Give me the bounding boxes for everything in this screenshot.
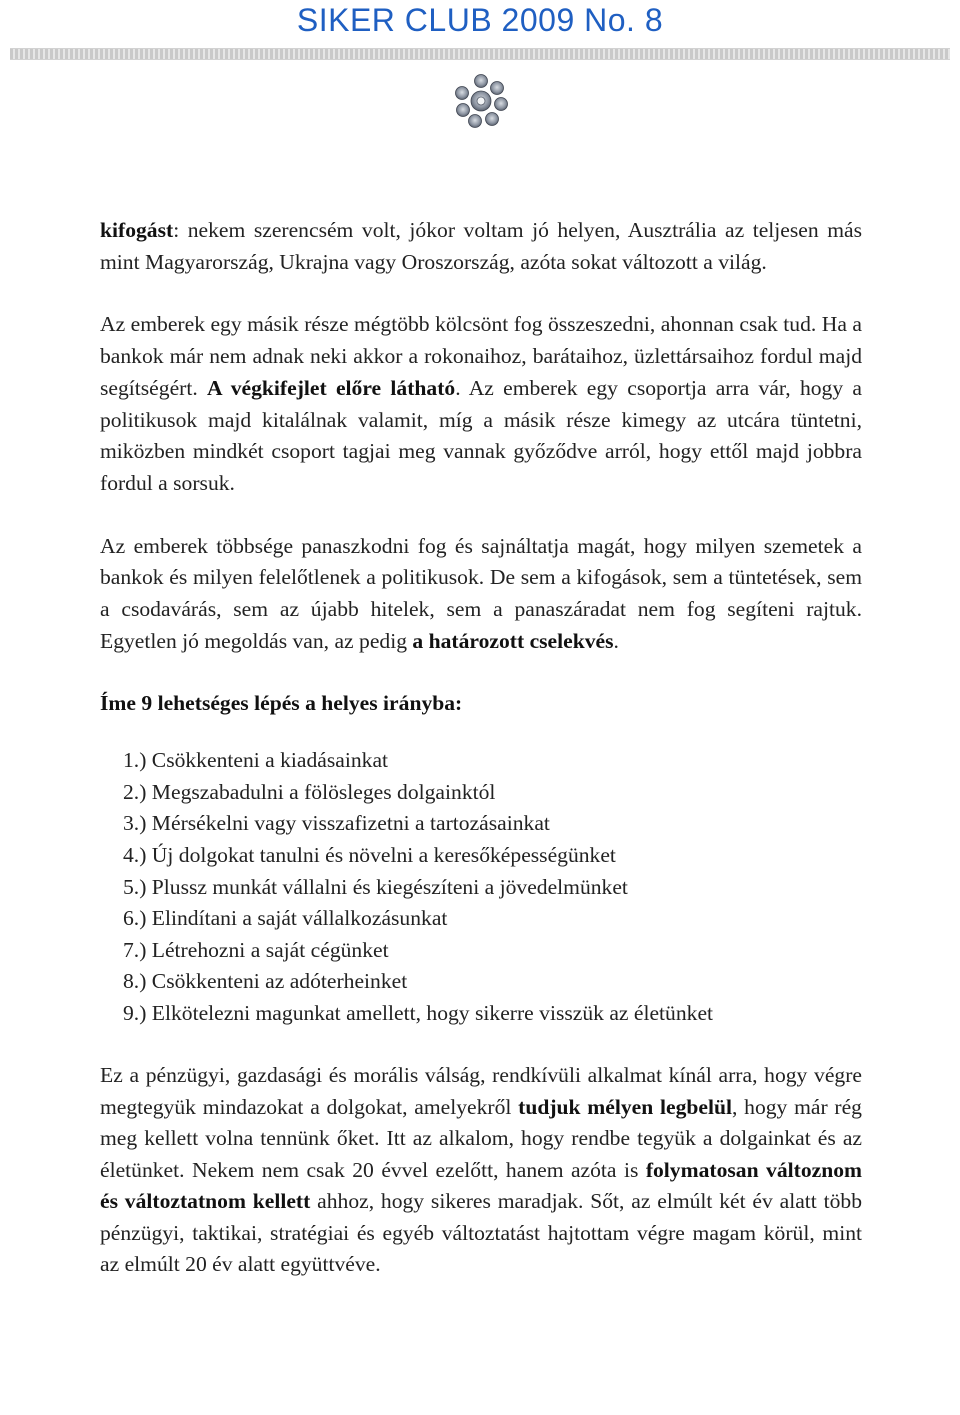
- paragraph-2: [100, 309, 862, 499]
- list-item: 4.) Új dolgokat tanulni és növelni a keresőképességünket: [123, 842, 616, 867]
- paragraph-text: . Az emberek egy csoportja arra vár, hogy a politikusok majd kitalálnak valamit, míg a másik része kimegy az utcára tüntetni, miközben mindkét csoport tagjai meg vannak győződve arról, hogy ettől majd jobbra fordul a sorsuk.: [100, 375, 863, 495]
- paragraph-text: : nekem szerencsém volt, jókor voltam jó helyen, Ausztrália az teljesen más mint Magyarország, Ukrajna vagy Oroszország, azóta sokat változott a világ.: [100, 218, 862, 274]
- paragraph-text: Ez a pénzügyi, gazdasági és morális válság, rendkívüli alkalmat kínál arra, hogy végre megtegyük mindazokat a dolgokat, amelyekről: [100, 1063, 862, 1119]
- paragraph-text: , hogy már rég meg kellett volna tennünk őket. Itt az alkalom, hogy rendbe tegyük a dolgainkat és az életünket. Nekem nem csak 20 évvel ezelőtt, hanem azóta is: [100, 1094, 862, 1182]
- club-emblem-icon: [453, 73, 509, 129]
- paragraph-text: Az emberek egy másik része mégtöbb kölcsönt fog összeszedni, ahonnan csak tud. Ha a bankok már nem adnak neki akkor a rokonaihoz, barátaihoz, üzlettársaihoz fordul majd segítségért.: [100, 312, 862, 400]
- bold-phrase: a határozott cselekvés: [412, 628, 614, 653]
- list-item: 6.) Elindítani a saját vállalkozásunkat: [123, 906, 448, 931]
- paragraph-4: [100, 1060, 862, 1280]
- bold-phrase: folymatosan változnom és változtatnom kellett: [100, 1157, 862, 1214]
- list-item: 9.) Elkötelezni magunkat amellett, hogy sikerre visszük az életünket: [123, 1000, 714, 1025]
- article-body: [100, 215, 862, 1280]
- list-item: 8.) Csökkenteni az adóterheinket: [123, 969, 408, 994]
- bold-term: kifogást: [100, 218, 174, 242]
- list-item: 3.) Mérsékelni vagy visszafizetni a tartozásainkat: [123, 811, 550, 836]
- list-item: 5.) Plussz munkát vállalni és kiegészíteni a jövedelmünket: [123, 874, 628, 899]
- bold-phrase: tudjuk mélyen legbelül: [518, 1094, 732, 1119]
- paragraph-text: .: [613, 628, 619, 653]
- list-item: 7.) Létrehozni a saját cégünket: [123, 937, 389, 962]
- header-divider: [10, 48, 950, 60]
- list-item: 1.) Csökkenteni a kiadásainkat: [123, 748, 389, 773]
- paragraph-text: Az emberek többsége panaszkodni fog és sajnáltatja magát, hogy milyen szemetek a bankok és milyen felelőtlenek a politikusok. De sem a kifogások, sem a tüntetések, sem a csodavárás, sem az újabb hitelek, sem a panaszáradat nem fog segíteni rajtuk. Egyetlen jó megoldás van, az pedig: [100, 533, 862, 653]
- list-item: 2.) Megszabadulni a fölösleges dolgainktól: [123, 779, 496, 804]
- page-header-title: SIKER CLUB 2009 No. 8: [296, 2, 664, 38]
- paragraph-1: [100, 215, 862, 278]
- steps-heading: Íme 9 lehetséges lépés a helyes irányba:: [100, 691, 463, 716]
- steps-list: [100, 745, 862, 1029]
- bold-phrase: A végkifejlet előre látható: [207, 375, 456, 400]
- paragraph-3: [100, 531, 862, 658]
- paragraph-text: ahhoz, hogy sikeres maradjak. Sőt, az elmúlt két év alatt több pénzügyi, taktikai, stratégiai és egyéb változtatást hajtottam végre magam körül, mint az elmúlt 20 év alatt együttvéve.: [100, 1189, 863, 1276]
